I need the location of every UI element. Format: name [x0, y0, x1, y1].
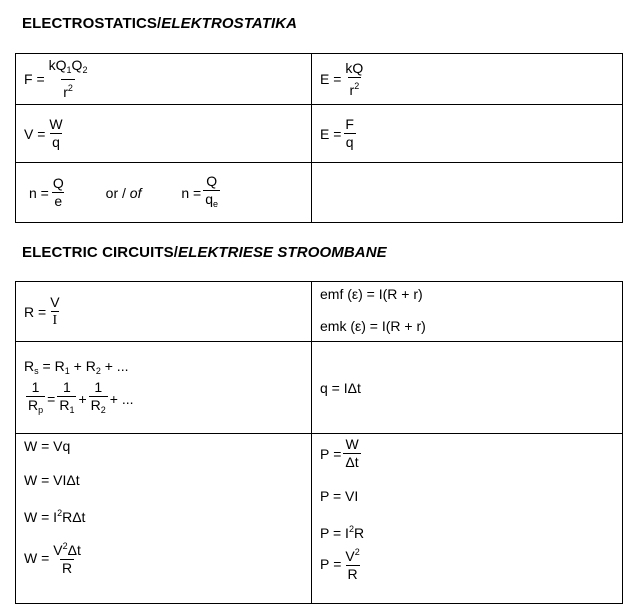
or-separator: or / of [105, 184, 142, 201]
formula-resistors-series-parallel [16, 342, 312, 434]
empty-cell [312, 163, 623, 223]
power-i2r: $P = I^2R$ [320, 524, 365, 541]
formula-charge: q = IΔt [312, 342, 623, 434]
formula-work [16, 434, 312, 604]
section-heading-electric-circuits: ELECTRIC CIRCUITS/ELEKTRIESE STROOMBANE [22, 244, 387, 261]
formula-series: $R_s = R_1 + R_2$ + ... [24, 357, 129, 376]
section-heading-electrostatics: ELECTROSTATICS/ELEKTROSTATIKA [22, 15, 298, 32]
formula-emf [312, 282, 623, 342]
work-vit: W = VIΔt [24, 472, 80, 488]
formula-number-of-electrons: n = $\frac{Q}{e}$ or / of n = $\frac{Q}{q_e}$ [16, 163, 312, 223]
emf-english: emf (ε) = I(R + r) [320, 286, 423, 302]
emf-afrikaans: emk (ε) = I(R + r) [320, 318, 426, 334]
formula-resistance: R = $\frac{V}{I}$ [16, 282, 312, 342]
formula-coulomb-force: F = $\frac{kQ_1Q_2}{r^2}$ [16, 54, 312, 105]
formula-power [312, 434, 623, 604]
power-v2-over-r: P = $\frac{V^2}{R}$ [320, 547, 360, 582]
power-w-over-t: P = $\frac{W}{\Delta t}$ [320, 436, 359, 470]
formula-electric-field-force: E = $\frac{F}{q}$ [312, 105, 623, 163]
electric-circuits-table [15, 281, 623, 604]
formula-parallel: $\frac{1}{R_p}$ = $\frac{1}{R_1}$ + $\frac{1}{R_2}$ + ... [24, 380, 134, 418]
work-vq: W = Vq [24, 438, 71, 454]
electrostatics-table [15, 53, 623, 223]
work-v2t-over-r: W = $\frac{V^2\Delta t}{R}$ [24, 541, 81, 576]
formula-potential-difference: V = $\frac{W}{q}$ [16, 105, 312, 163]
work-i2rt: $W = I^2R\Delta t$ [24, 508, 86, 525]
power-vi: P = VI [320, 488, 359, 504]
formula-electric-field-point-charge: E = $\frac{kQ}{r^2}$ [312, 54, 623, 105]
